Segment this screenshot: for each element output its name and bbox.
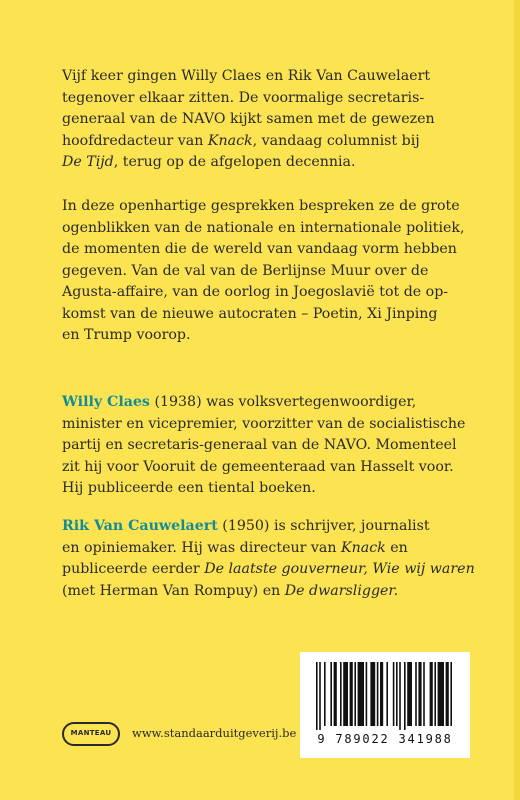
manteau-logo: [62, 722, 120, 746]
text-run: hoofdredacteur van: [62, 132, 208, 149]
blurb-paragraph-1: [62, 66, 482, 174]
barcode-bar: [396, 662, 398, 726]
barcode-bar: [316, 662, 318, 730]
magazine-title: Knack: [341, 539, 386, 556]
barcode-bar: [380, 662, 383, 726]
barcode-bar: [446, 662, 449, 726]
blurb-line: gegeven. Van de val van de Berlijnse Muur over de: [62, 262, 429, 279]
barcode-bar: [399, 662, 401, 730]
bio-line: [62, 538, 482, 560]
logo-text: MANTEAU: [70, 729, 112, 737]
barcode-bar: [386, 662, 388, 726]
text-run: publiceerde eerder: [62, 561, 205, 577]
publisher-url: www.standaarduitgeverij.be: [132, 726, 297, 740]
text-run: en opiniemaker. Hij was directeur van: [62, 539, 342, 556]
isbn-barcode: [300, 652, 470, 758]
blurb-line: In deze openhartige gesprekken bespreken ze de grote: [62, 198, 460, 214]
blurb-line: de momenten die de wereld van vandaag vorm hebben: [62, 241, 457, 257]
publisher-info: [62, 716, 297, 746]
book-titles: De laatste gouverneur, Wie wij waren: [204, 561, 475, 577]
barcode-bar: [343, 662, 348, 726]
barcode-bar: [415, 662, 417, 726]
barcode-bar: [354, 662, 356, 726]
isbn-number: 9 789022 341988: [317, 732, 453, 746]
blurb-line: [62, 152, 482, 174]
blurb-line: komst van de nieuwe autocraten – Poetin, Xi Jinping: [62, 305, 438, 322]
bio-line: [62, 516, 482, 538]
barcode-bar: [407, 662, 412, 726]
blurb-line: Vijf keer gingen Willy Claes en Rik Van Cauwelaert: [62, 68, 431, 84]
barcode-bar: [358, 662, 364, 726]
bio-line: [62, 392, 482, 414]
barcode-bar: [366, 662, 368, 726]
bio-line: [62, 581, 482, 603]
barcode-bar: [370, 662, 375, 726]
barcode-bar: [319, 662, 321, 730]
text-run: (1950) is schrijver, journalist: [217, 518, 430, 534]
blurb-line: tegenover elkaar zitten. De voormalige secretaris-: [62, 89, 425, 106]
barcode-bar: [350, 662, 353, 726]
text-run: en: [385, 539, 408, 556]
barcode-bar: [340, 662, 342, 726]
barcode-bar: [434, 662, 436, 726]
blurb-line: [62, 131, 482, 153]
author-bio-willy-claes: [62, 392, 482, 500]
text-run: (1938) was volksvertegenwoordiger,: [149, 394, 417, 410]
author-name: Willy Claes: [62, 394, 150, 410]
newspaper-title: De Tijd: [62, 154, 114, 170]
author-bio-rik-van-cauwelaert: [62, 516, 482, 602]
blurb-line: Agusta-affaire, van de oorlog in Joegoslavië tot de op-: [62, 284, 449, 300]
barcode-bar: [334, 662, 337, 726]
barcode-bar: [418, 662, 421, 726]
book-title: De dwarsligger.: [284, 582, 399, 599]
blurb-line: en Trump voorop.: [62, 327, 191, 343]
text-run: , vandaag columnist bij: [252, 132, 420, 149]
barcode-bar: [430, 662, 433, 726]
blurb-line: ogenblikken van de nationale en internationale politiek,: [62, 219, 465, 236]
barcode-bar: [324, 662, 326, 726]
bio-line: Hij publiceerde een tiental boeken.: [62, 480, 316, 496]
magazine-title: Knack: [207, 132, 253, 149]
barcode-bar: [450, 662, 452, 726]
barcode-bar: [438, 662, 444, 726]
barcode-bar: [377, 662, 379, 726]
blurb-paragraph-2: [62, 196, 482, 347]
barcode-bar: [423, 662, 425, 726]
text-run: , terug op de afgelopen decennia.: [113, 154, 356, 170]
bio-line: zit hij voor Vooruit de gemeenteraad van Hasselt voor.: [62, 458, 454, 475]
barcode-bars: [314, 662, 456, 730]
bio-line: partij en secretaris-generaal van de NAVO. Momenteel: [62, 437, 457, 453]
barcode-bar: [393, 662, 395, 726]
bio-line: minister en vicepremier, voorzitter van de socialistische: [62, 415, 466, 432]
author-name: Rik Van Cauwelaert: [62, 518, 218, 534]
barcode-bar: [404, 662, 406, 730]
text-run: (met Herman Van Rompuy) en: [62, 582, 285, 599]
barcode-bar: [330, 662, 332, 726]
cover-edge: [514, 0, 520, 800]
bio-line: [62, 559, 482, 581]
blurb-line: generaal van de NAVO kijkt samen met de gewezen: [62, 111, 435, 127]
